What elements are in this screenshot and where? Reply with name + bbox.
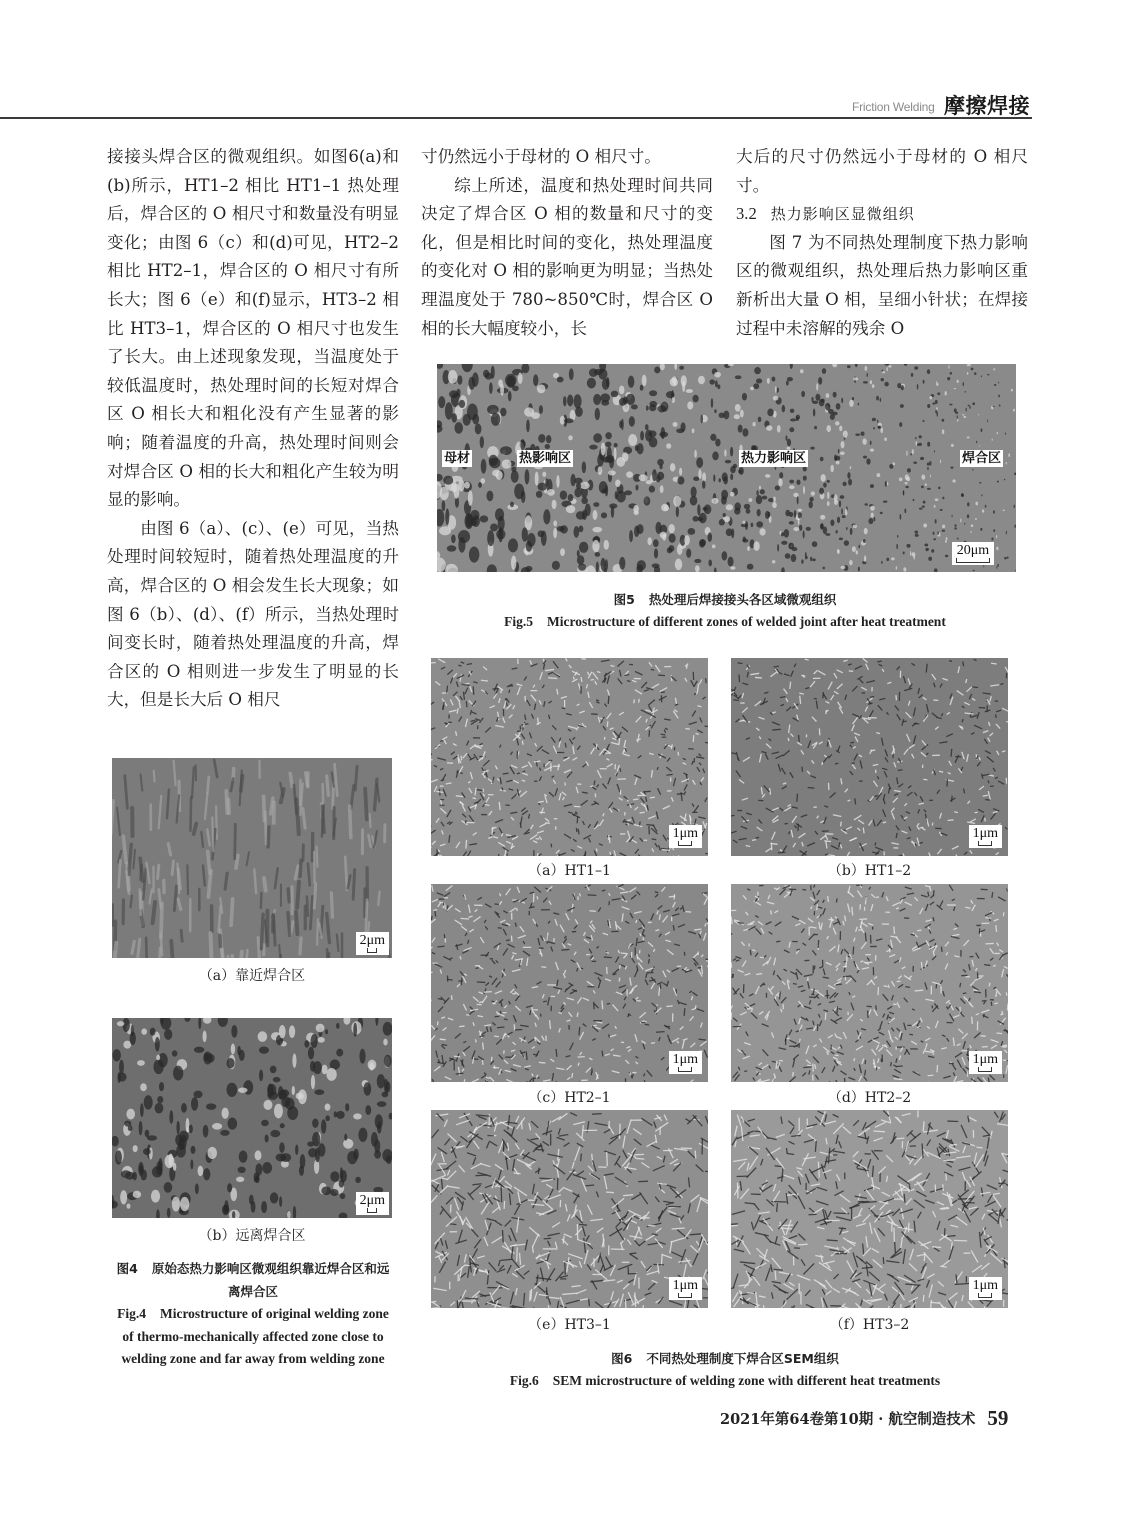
figure6c-caption: （c）HT2–1	[528, 1090, 611, 1106]
scale-bar-line	[367, 948, 377, 953]
scale-bar-line	[978, 841, 992, 846]
caption-text: Microstructure of original welding zone of thermo-mechanically affected zone close to welding zone and far away from welding zone	[121, 1306, 389, 1366]
text-column-3	[736, 143, 1028, 343]
figure4-caption-en	[112, 1303, 394, 1371]
scale-bar-line	[678, 1067, 692, 1072]
figure6-caption-cn	[430, 1348, 1020, 1370]
figure6a-caption: （a）HT1–1	[528, 863, 611, 879]
figure5-caption-cn	[430, 589, 1020, 611]
scale-bar-line	[978, 1067, 992, 1072]
caption-label: Fig.4	[117, 1306, 146, 1321]
figure6-caption-en	[430, 1370, 1020, 1393]
scale-bar-label: 2μm	[359, 1193, 385, 1208]
scale-bar-label: 1μm	[672, 1052, 698, 1067]
scale-bar-label: 1μm	[972, 826, 998, 841]
micrograph-texture	[431, 658, 708, 856]
scale-bar-line	[978, 1293, 992, 1298]
page-number: 59	[987, 1406, 1009, 1430]
figure6b-micrograph	[731, 658, 1008, 856]
header-rule	[0, 117, 1032, 119]
scale-bar-label: 2μm	[359, 933, 385, 948]
micrograph-texture	[731, 1110, 1008, 1308]
micrograph-texture	[731, 658, 1008, 856]
figure5-micrograph	[437, 364, 1016, 572]
caption-text: 不同热处理制度下焊合区SEM组织	[646, 1351, 839, 1366]
figure6d-caption: （d）HT2–2	[827, 1090, 912, 1106]
figure6d-micrograph	[731, 884, 1008, 1082]
micrograph-texture	[431, 1110, 708, 1308]
micrograph-texture	[431, 884, 708, 1082]
scale-bar	[356, 932, 389, 955]
paragraph: 寸仍然远小于母材的 O 相尺寸。	[421, 147, 661, 166]
section-number: 3.2	[736, 204, 757, 224]
caption-text: 原始态热力影响区微观组织靠近焊合区和远离焊合区	[151, 1261, 390, 1299]
running-header-english: Friction Welding	[852, 100, 935, 114]
caption-label: 图5	[613, 592, 635, 607]
figure4b-caption: （b）远离焊合区	[198, 1228, 306, 1244]
zone-label-base-metal: 母材	[444, 451, 471, 466]
zone-label-weld-zone: 焊合区	[962, 451, 1002, 466]
caption-label: 图4	[116, 1261, 138, 1276]
scale-bar-label: 1μm	[972, 1278, 998, 1293]
scale-bar-line	[678, 1293, 692, 1298]
caption-label: Fig.6	[509, 1373, 539, 1388]
figure4a-caption: （a）靠近焊合区	[198, 968, 306, 984]
zone-label-tmaz: 热力影响区	[741, 451, 807, 466]
scale-bar	[669, 1277, 702, 1300]
caption-label: 图6	[611, 1351, 633, 1366]
paragraph: 接接头焊合区的微观组织。如图6(a)和(b)所示，HT1–2 相比 HT1–1 热处理后，焊合区的 O 相尺寸和数量没有明显变化；由图 6（c）和(d)可见，HT2–2 相比 HT2–1，焊合区的 O 相尺寸有所长大；图 6（e）和(f)显示，HT3–2 相比 HT3–1，焊合区的 O 相尺寸也发生了长大。由上述现象发现，当温度处于较低温度时，热处理时间的长短对焊合区 O 相长大和粗化没有产生显著的影响；随着温度的升高，热处理时间则会对焊合区 O 相的长大和粗化产生较为明显的影响。	[107, 147, 399, 510]
zone-label-haz: 热影响区	[519, 451, 572, 466]
scale-bar-line	[678, 841, 692, 846]
scale-bar	[969, 825, 1002, 848]
journal-issue: 2021年第64卷第10期 · 航空制造技术	[720, 1411, 976, 1428]
caption-text: Microstructure of different zones of welded joint after heat treatment	[547, 614, 946, 629]
paragraph: 综上所述，温度和热处理时间共同决定了焊合区 O 相的数量和尺寸的变化，但是相比时间的变化，热处理温度的变化对 O 相的影响更为明显；当热处理温度处于 780~850℃时，焊合区 O 相的长大幅度较小，长	[421, 175, 713, 338]
figure6a-micrograph	[431, 658, 708, 856]
page-footer	[720, 1405, 1008, 1430]
text-column-1	[107, 143, 399, 715]
figure6e-micrograph	[431, 1110, 708, 1308]
paragraph: 由图 6（a）、(c）、(e）可见，当热处理时间较短时，随着热处理温度的升高，焊合区的 O 相会发生长大现象；如图 6（b）、(d）、(f）所示，当热处理时间变长时，随着热处理温度的升高，焊合区的 O 相则进一步发生了明显的长大，但是长大后 O 相尺	[107, 518, 399, 710]
section-title: 热力影响区显微组织	[770, 205, 915, 224]
scale-bar	[952, 542, 994, 565]
figure6c-micrograph	[431, 884, 708, 1082]
scale-bar	[669, 1051, 702, 1074]
micrograph-texture	[731, 884, 1008, 1082]
figure4a-micrograph	[112, 758, 392, 958]
scale-bar-label: 1μm	[672, 1278, 698, 1293]
scale-bar	[669, 825, 702, 848]
text-column-2	[421, 143, 713, 343]
scale-bar-label: 20μm	[956, 543, 990, 558]
figure6f-micrograph	[731, 1110, 1008, 1308]
scale-bar-line	[367, 1208, 377, 1213]
figure4b-micrograph	[112, 1018, 392, 1218]
figure6f-caption: （f）HT3–2	[829, 1317, 910, 1333]
paragraph: 大后的尺寸仍然远小于母材的 O 相尺寸。	[736, 147, 1028, 195]
scale-bar	[969, 1277, 1002, 1300]
micrograph-texture	[112, 1018, 392, 1218]
caption-text: SEM microstructure of welding zone with different heat treatments	[552, 1373, 941, 1388]
scale-bar-label: 1μm	[672, 826, 698, 841]
paragraph: 图 7 为不同热处理制度下热力影响区的微观组织，热处理后热力影响区重新析出大量 O 相，呈细小针状；在焊接过程中未溶解的残余 O	[736, 232, 1028, 338]
figure6b-caption: （b）HT1–2	[827, 863, 912, 879]
figure5-caption-en	[430, 611, 1020, 634]
section-heading	[736, 200, 1028, 229]
figure6e-caption: （e）HT3–1	[528, 1317, 611, 1333]
scale-bar	[969, 1051, 1002, 1074]
micrograph-texture	[437, 364, 1016, 572]
figure4-caption-cn	[112, 1258, 394, 1303]
scale-bar	[356, 1192, 389, 1215]
scale-bar-line	[956, 558, 990, 563]
micrograph-texture	[112, 758, 392, 958]
caption-label: Fig.5	[504, 614, 534, 629]
running-header-chinese: 摩擦焊接	[944, 93, 1030, 118]
caption-text: 热处理后焊接接头各区域微观组织	[648, 592, 837, 607]
scale-bar-label: 1μm	[972, 1052, 998, 1067]
